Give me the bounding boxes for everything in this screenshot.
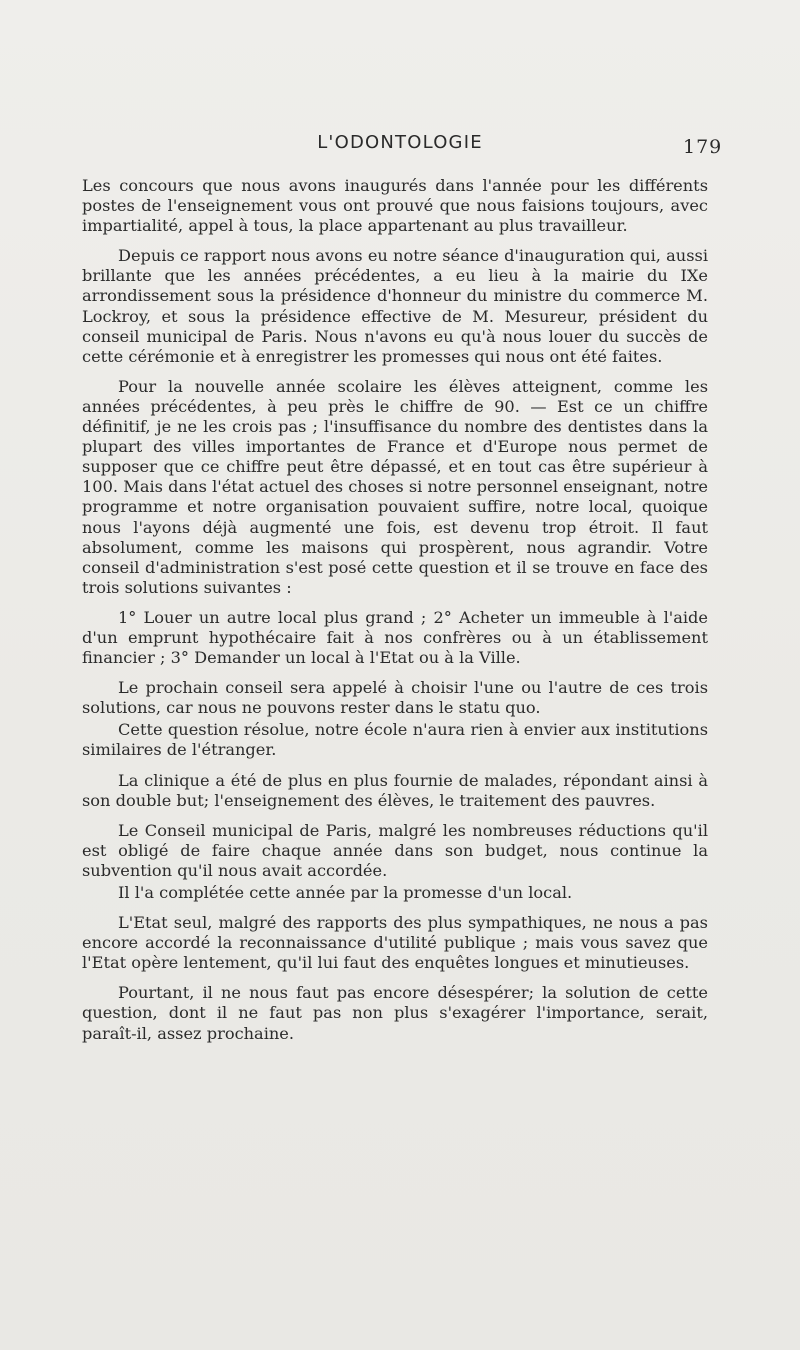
paragraph-clinique: La clinique a été de plus en plus fournie de malades, répondant ainsi à son double but; l'enseignement des élèves, le traitement des pauvres.	[82, 770, 708, 810]
paragraph-solutions: 1° Louer un autre local plus grand ; 2° Acheter un immeuble à l'aide d'un emprunt hypothécaire fait à nos confrères ou à un établissement financier ; 3° Demander un local à l'Etat ou à la Ville.	[82, 607, 708, 668]
page-header	[0, 128, 800, 162]
paragraph-question-resolue: Cette question résolue, notre école n'aura rien à envier aux institutions similaires de l'étranger.	[82, 720, 708, 760]
paragraph-conseil-municipal: Le Conseil municipal de Paris, malgré les nombreuses réductions qu'il est obligé de faire chaque année dans son budget, nous continue la subvention qu'il nous avait accordée.	[82, 820, 708, 880]
paragraph-local: Il l'a complétée cette année par la promesse d'un local.	[118, 883, 573, 902]
paragraph-prochain-conseil: Le prochain conseil sera appelé à choisir l'une ou l'autre de ces trois solutions, car nous ne pouvons rester dans le statu quo.	[82, 678, 708, 718]
paragraph-concours: Les concours que nous avons inaugurés dans l'année pour les différents postes de l'enseignement vous ont prouvé que nous faisions toujours, avec impartialité, appel à tous, la place appartenant au plus travailleur.	[82, 176, 708, 236]
paragraph-nouvelle-annee: Pour la nouvelle année scolaire les élèves atteignent, comme les années précédentes, à peu près le chiffre de 90. — Est ce un chiffre définitif, je ne les crois pas ; l'insuffisance du nombre des dentistes dans la plupart des villes importantes de France et d'Europe nous permet de supposer que ce chiffre peut être dépassé, et en tout cas être supérieur à 100. Mais dans l'état actuel des choses si notre personnel enseignant, notre programme et notre organisation pouvaient suffire, notre local, quoique nous l'ayons déjà augmenté une fois, est devenu trop étroit. Il faut absolument, comme les maisons qui prospèrent, nous agrandir. Votre conseil d'administration s'est posé cette question et il se trouve en face des trois solutions suivantes :	[82, 376, 708, 597]
paragraph-etat: L'Etat seul, malgré des rapports des plus sympathiques, ne nous a pas encore accordé la reconnaissance d'utilité publique ; mais vous savez que l'Etat opère lentement, qu'il lui faut des enquêtes longues et minutieuses.	[82, 913, 708, 973]
paragraph-inauguration: Depuis ce rapport nous avons eu notre séance d'inauguration qui, aussi brillante que les années précédentes, a eu lieu à la mairie du IXe arrondissement sous la présidence d'honneur du ministre du commerce M. Lockroy, et sous la présidence effective de M. Mesureur, président du conseil municipal de Paris. Nous n'avons eu qu'à nous louer du succès de cette cérémonie et à enregistrer les promesses qui nous ont été faites.	[82, 246, 708, 366]
body-text	[82, 176, 708, 1054]
running-title: L'ODONTOLOGIE	[317, 132, 483, 153]
paragraph-pourtant: Pourtant, il ne nous faut pas encore désespérer; la solution de cette question, dont il ne faut pas non plus s'exagérer l'importance, serait, paraît-il, assez prochaine.	[82, 983, 708, 1043]
page-number: 179	[683, 136, 723, 158]
